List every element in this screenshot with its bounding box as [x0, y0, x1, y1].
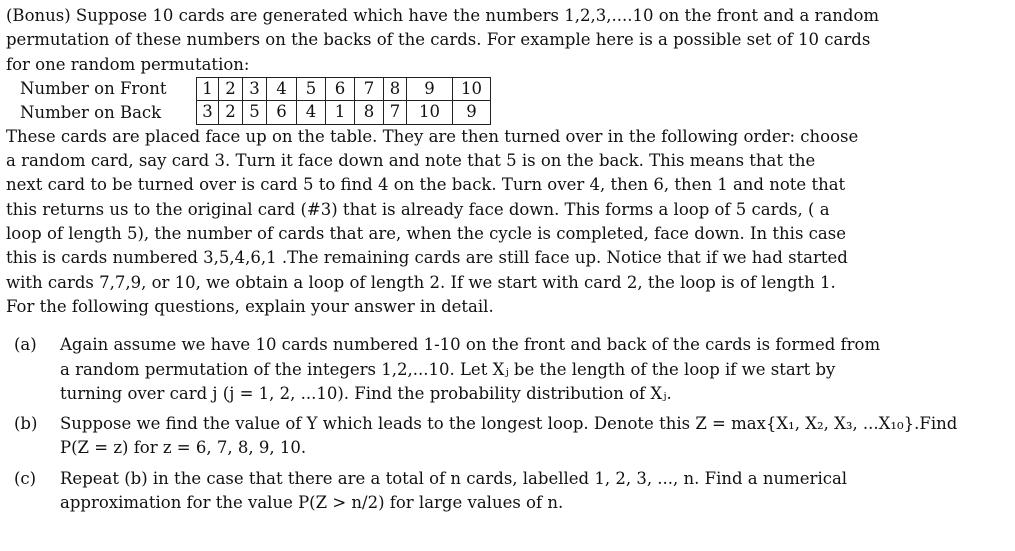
question-line: a random permutation of the integers 1,2,...10. Let Xⱼ be the length of the loop if we start by: [60, 359, 836, 379]
table-cell: 5: [243, 101, 267, 124]
description-line: For the following questions, explain your answer in detail.: [6, 296, 494, 316]
table-cell: 2: [219, 78, 243, 100]
intro-paragraph: [6, 4, 1010, 77]
intro-line: (Bonus) Suppose 10 cards are generated which have the numbers 1,2,3,....10 on the front and a random: [6, 6, 880, 25]
table-cell: 4: [297, 101, 326, 124]
table-cell: 3: [243, 78, 267, 100]
row-cells: [196, 77, 491, 101]
row-label: Number on Front: [20, 78, 167, 98]
question-text: [60, 412, 957, 461]
table-cell: 3: [197, 101, 219, 124]
table-cell: 8: [355, 101, 384, 124]
table-cell: 10: [407, 101, 453, 124]
table-cell: 6: [326, 78, 355, 100]
description-line: These cards are placed face up on the table. They are then turned over in the following order: choose: [6, 126, 859, 146]
table-cell: 1: [197, 78, 219, 100]
question-line: P(Z = z) for z = 6, 7, 8, 9, 10.: [60, 438, 307, 458]
question-line: Repeat (b) in the case that there are a total of n cards, labelled 1, 2, 3, ..., n. Find a numerical: [60, 468, 848, 488]
description-line: next card to be turned over is card 5 to find 4 on the back. Turn over 4, then 6, then 1 and note that: [6, 175, 846, 195]
table-cell: 8: [384, 78, 407, 100]
table-cell: 4: [267, 78, 297, 100]
question-item-a: [6, 333, 1010, 406]
description-line: this returns us to the original card (#3) that is already face down. This forms a loop of 5 cards, ( a: [6, 199, 830, 219]
question-list: [6, 333, 1010, 515]
description-line: a random card, say card 3. Turn it face down and note that 5 is on the back. This means that the: [6, 151, 816, 171]
description-line: this is cards numbered 3,5,4,6,1 .The remaining cards are still face up. Notice that if we had started: [6, 248, 848, 268]
table-cell: 6: [267, 101, 297, 124]
table-cell: 7: [384, 101, 407, 124]
section-gap: [6, 319, 1010, 333]
question-line: approximation for the value P(Z > n/2) for large values of n.: [60, 493, 564, 513]
description-line: loop of length 5), the number of cards that are, when the cycle is completed, face down. In this case: [6, 224, 846, 244]
question-label: (a): [14, 335, 37, 355]
card-table: [20, 77, 1010, 125]
question-line: turning over card j (j = 1, 2, ...10). Find the probability distribution of Xⱼ.: [60, 383, 672, 403]
question-item-b: [6, 412, 1010, 461]
question-item-c: [6, 467, 1010, 516]
intro-line: for one random permutation:: [6, 54, 250, 74]
question-text: [60, 333, 880, 406]
question-line: Suppose we find the value of Y which leads to the longest loop. Denote this Z = max{X₁, X₂, X₃, ...X₁₀}.Find: [60, 414, 958, 434]
table-cell: 2: [219, 101, 243, 124]
question-line: Again assume we have 10 cards numbered 1-10 on the front and back of the cards is formed from: [60, 335, 881, 355]
table-cell: 7: [355, 78, 384, 100]
document-page: [6, 4, 1010, 521]
table-cell: 9: [407, 78, 453, 100]
question-label: (c): [14, 468, 37, 488]
row-cells: [196, 101, 491, 125]
intro-line: permutation of these numbers on the backs of the cards. For example here is a possible set of 10 cards: [6, 30, 871, 50]
table-cell: 10: [453, 78, 491, 100]
question-label: (b): [14, 414, 38, 434]
description-paragraph: [6, 125, 1010, 319]
description-line: with cards 7,7,9, or 10, we obtain a loop of length 2. If we start with card 2, the loop is of length 1.: [6, 272, 836, 292]
table-cell: 5: [297, 78, 326, 100]
row-label: Number on Back: [20, 102, 162, 122]
table-cell: 9: [453, 101, 491, 124]
question-text: [60, 467, 847, 516]
table-row-front: [20, 77, 1010, 101]
table-row-back: [20, 101, 1010, 125]
table-cell: 1: [326, 101, 355, 124]
